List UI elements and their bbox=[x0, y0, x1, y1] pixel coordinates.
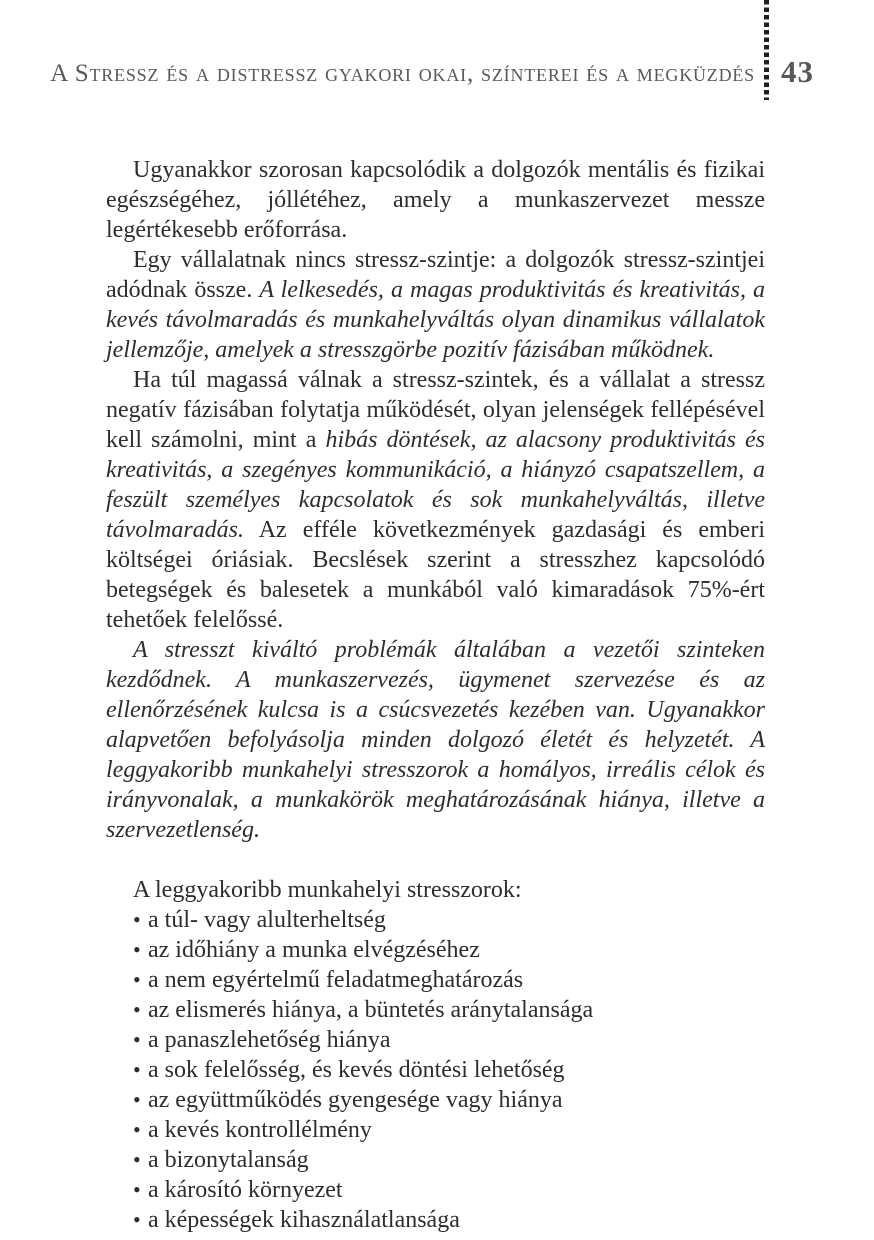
list-item-label: a károsító környezet bbox=[148, 1177, 343, 1203]
bullet-icon: • bbox=[133, 937, 141, 962]
list-item bbox=[106, 1115, 765, 1145]
running-header-title: A Stressz és a distressz gyakori okai, színterei és a megküzdés bbox=[50, 60, 755, 87]
bullet-icon: • bbox=[133, 1087, 141, 1112]
paragraph-run: Az efféle következmények gazdasági és emberi költségei óriásiak. Becslések szerint a stresszhez kapcsolódó betegségek és balesetek a munkából való kimaradások 75%-ért tehetőek felelőssé. bbox=[106, 517, 765, 633]
list-item-label: a sok felelősség, és kevés döntési lehetőség bbox=[148, 1057, 565, 1083]
body-paragraph bbox=[106, 365, 765, 635]
bullet-icon: • bbox=[133, 997, 141, 1022]
bullet-icon: • bbox=[133, 1177, 141, 1202]
list-item bbox=[106, 995, 765, 1025]
bullet-icon: • bbox=[133, 1117, 141, 1142]
body-paragraph bbox=[106, 635, 765, 845]
paragraph-run-italic: hibás döntések, az alacsony produktivitás és kreativitás, a szegényes kommunikáció, a hiányzó csapatszellem, a feszült személyes kapcsolatok és sok munkahelyváltás, illetve távolmaradás. bbox=[106, 427, 765, 543]
list-item-label: az elismerés hiánya, a büntetés aránytalansága bbox=[148, 997, 594, 1023]
list-item-label: a kevés kontrollélmény bbox=[148, 1117, 372, 1143]
list-item bbox=[106, 935, 765, 965]
paragraph-run: Ha túl magassá válnak a stressz-szintek, és a vállalat a stressz negatív fázisában folytatja működését, olyan jelenségek fellépésével kell számolni, mint a bbox=[106, 367, 765, 453]
stressor-list bbox=[106, 905, 765, 1235]
list-item bbox=[106, 965, 765, 995]
body-paragraph bbox=[106, 155, 765, 245]
list-item bbox=[106, 1085, 765, 1115]
list-item bbox=[106, 905, 765, 935]
body-paragraph bbox=[106, 245, 765, 365]
bullet-icon: • bbox=[133, 1057, 141, 1082]
list-item bbox=[106, 1205, 765, 1235]
list-item-label: az együttműködés gyengesége vagy hiánya bbox=[148, 1087, 563, 1113]
bullet-icon: • bbox=[133, 1147, 141, 1172]
list-item-label: a túl- vagy alulterheltség bbox=[148, 907, 386, 933]
list-item-label: a képességek kihasználatlansága bbox=[148, 1207, 460, 1233]
paragraph-run: Egy vállalatnak nincs stressz-szintje: a dolgozók stressz-szintjei adódnak össze. bbox=[106, 247, 765, 303]
list-item bbox=[106, 1025, 765, 1055]
list-item-label: a panaszlehetőség hiánya bbox=[148, 1027, 391, 1053]
paragraph-run-italic: A lelkesedés, a magas produktivitás és kreativitás, a kevés távolmaradás és munkahelyváltás olyan dinamikus vállalatok jellemzője, amelyek a stresszgörbe pozitív fázisában működnek. bbox=[106, 277, 765, 363]
paragraph-run-italic: A stresszt kiváltó problémák általában a vezetői szinteken kezdődnek. A munkaszervezés, ügymenet szervezése és az ellenőrzésének kulcsa is a csúcsvezetés kezében van. Ugyanakkor alapvetően befolyásolja minden dolgozó életét és helyzetét. A leggyakoribb munkahelyi stresszorok a homályos, irreális célok és irányvonalak, a munkakörök meghatározásának hiánya, illetve a szervezetlenség. bbox=[106, 637, 765, 843]
list-intro: A leggyakoribb munkahelyi stresszorok: bbox=[133, 877, 522, 903]
list-item bbox=[106, 1055, 765, 1085]
bullet-icon: • bbox=[133, 907, 141, 932]
dotted-divider bbox=[764, 0, 769, 100]
list-item bbox=[106, 1175, 765, 1205]
list-item-label: a nem egyértelmű feladatmeghatározás bbox=[148, 967, 524, 993]
list-item-label: az időhiány a munka elvégzéséhez bbox=[148, 937, 480, 963]
paragraph-group bbox=[106, 155, 765, 845]
list-item-label: a bizonytalanság bbox=[148, 1147, 309, 1173]
bullet-icon: • bbox=[133, 1207, 141, 1232]
body-text bbox=[106, 155, 765, 1235]
paragraph-run: Ugyanakkor szorosan kapcsolódik a dolgozók mentális és fizikai egészségéhez, jóllétéhez, amely a munkaszervezet messze legértékesebb erőforrása. bbox=[106, 157, 765, 243]
bullet-icon: • bbox=[133, 1027, 141, 1052]
bullet-icon: • bbox=[133, 967, 141, 992]
page-number: 43 bbox=[781, 54, 814, 89]
list-item bbox=[106, 1145, 765, 1175]
